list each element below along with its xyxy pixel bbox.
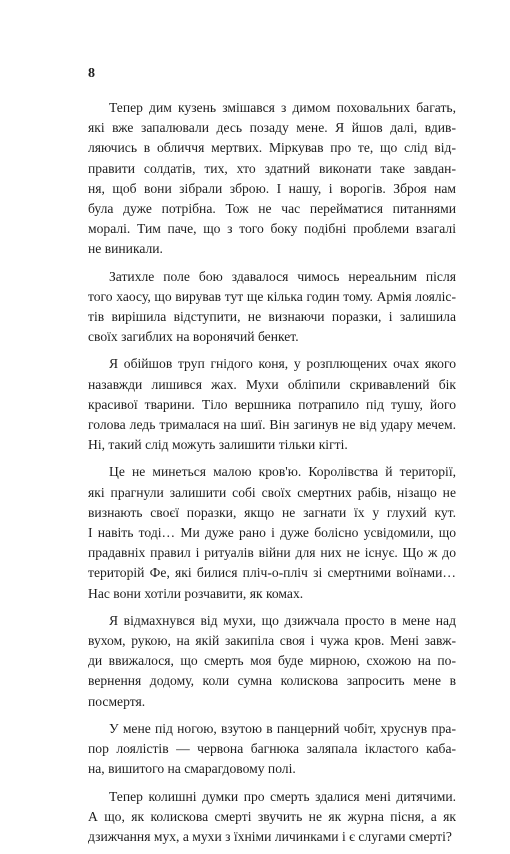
text-line: Я обійшов труп гнідого коня, у розплющених очах якого — [109, 356, 456, 372]
text-line: ляючись в обличчя мертвих. Міркував про те, що слід від- — [88, 140, 456, 156]
text-line: які вже запалювали десь позаду мене. Я йшов далі, вдив- — [88, 120, 456, 136]
text-line: голова ледь трималася на шиї. Він загинув не від удару мечем. — [88, 417, 456, 433]
text-line: територій Фе, які билися пліч-о-пліч зі смертними воїнами… — [88, 565, 456, 581]
text-line: Я відмахнувся від мухи, що дзижчала просто в мене над — [109, 612, 456, 628]
text-line: своїх загиблих на воронячий бенкет. — [88, 329, 299, 345]
text-line: не виникали. — [88, 241, 163, 257]
text-line: У мене під ногою, взутою в панцерний чобіт, хруснув пра- — [109, 720, 456, 736]
body-text — [88, 98, 456, 854]
text-line: тів вирішила відступити, не визнаючи поразки, і залишила — [88, 309, 456, 325]
paragraph — [88, 462, 456, 603]
text-line: пор лоялістів — червона багнюка заляпала ікластого каба- — [88, 741, 456, 757]
text-line: правити солдатів, тих, хто здатний виконати таке завдан- — [88, 160, 456, 176]
paragraph — [88, 719, 456, 780]
text-line: того хаосу, що вирував тут ще кілька годин тому. Армія лояліс- — [88, 288, 456, 304]
text-line: назавжди лишився жах. Мухи обліпили скривавлений бік — [88, 376, 456, 392]
text-line: посмертя. — [88, 693, 146, 709]
text-line: ди ввижалося, що смерть моя буде мирною, схожою на по- — [88, 653, 456, 669]
text-line: Ні, такий слід можуть залишити тільки кігті. — [88, 437, 348, 453]
paragraph — [88, 787, 456, 848]
text-line: Нас вони хотіли розчавити, як комах. — [88, 585, 304, 601]
text-line: ня, щоб вони зібрали зброю. І нашу, і ворогів. Зброя нам — [88, 180, 456, 196]
text-line: Затихле поле бою здавалося чимось нереальним після — [109, 268, 456, 284]
paragraph — [88, 354, 456, 455]
text-line: моралі. Тим паче, що з того боку подібні проблеми взагалі — [88, 221, 456, 237]
text-line: А що, як колискова смерті звучить не як журна пісня, а як — [88, 808, 456, 824]
text-line: визнають своєї поразки, якщо не загнати їх у глухий кут. — [88, 504, 456, 520]
text-line: які прагнули залишити собі своїх смертних рабів, нізащо не — [88, 484, 456, 500]
text-line: вернення додому, коли сумна колискова запросить мене в — [88, 673, 456, 689]
text-line: дзижчання мух, а мухи з їхніми личинками і є слугами смерті? — [88, 828, 452, 844]
paragraph — [88, 611, 456, 712]
text-line: красивої тварини. Тіло вершника потрапило під тушу, його — [88, 396, 456, 412]
page-number: 8 — [88, 66, 95, 81]
text-line: Це не минеться малою кров'ю. Королівства й території, — [109, 464, 456, 480]
text-line: була дуже потрібна. Тож не час перейматися питаннями — [88, 201, 456, 217]
text-line: Тепер колишні думки про смерть здалися мені дитячими. — [109, 788, 456, 804]
text-line: Тепер дим кузень змішався з димом поховальних багать, — [109, 100, 456, 115]
text-line: прадавніх правил і ритуалів війни для них не існує. Що ж до — [88, 545, 456, 561]
paragraph — [88, 267, 456, 348]
text-line: на, вишитого на смарагдовому полі. — [88, 761, 296, 777]
text-line: І навіть тоді… Ми дуже рано і дуже болісно усвідомили, що — [88, 525, 456, 541]
paragraph — [88, 98, 456, 260]
text-line: вухом, рукою, на якій закипіла своя і чужа кров. Мені завж- — [88, 633, 456, 649]
